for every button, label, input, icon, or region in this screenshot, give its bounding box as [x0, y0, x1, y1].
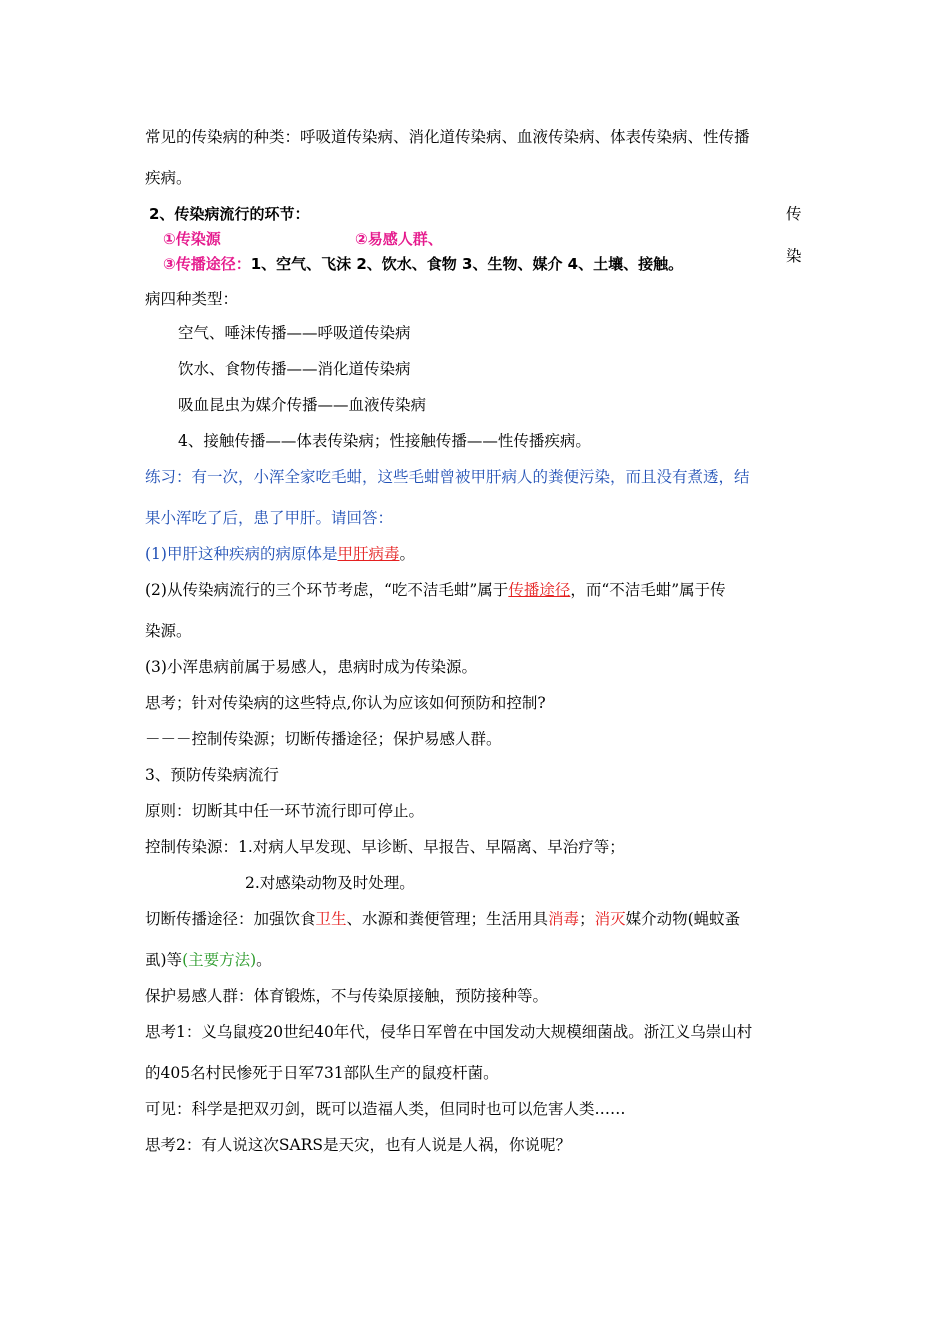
route-items: 1、空气、飞沫 2、饮水、食物 3、生物、媒介 4、土壤、接触。 — [250, 255, 684, 273]
cut-hygiene: 卫生 — [315, 910, 347, 928]
cut-prefix: 切断传播途径：加强饮食 — [145, 910, 316, 928]
question-3: (3)小浑患病前属于易感人，患病时成为传染源。 — [145, 658, 477, 676]
question-2-line-2: 染源。 — [145, 622, 192, 640]
q2-prefix: (2)从传染病流行的三个环节考虑，“吃不洁毛蚶”属于 — [145, 581, 509, 599]
think-question: 思考；针对传染病的这些特点,你认为应该如何预防和控制? — [145, 694, 546, 712]
cut-route-line-2 — [145, 949, 272, 971]
conclusion: 可见：科学是把双刃剑，既可以造福人类，但同时也可以危害人类…… — [145, 1100, 626, 1118]
link-source: ①传染源 — [163, 230, 221, 248]
section3-heading: 3、预防传染病流行 — [145, 766, 279, 784]
type-1: 空气、唾沫传播——呼吸道传染病 — [178, 324, 411, 342]
think1-line-1: 思考1：义乌鼠疫20世纪40年代，侵华日军曾在中国发动大规模细菌战。浙江义乌崇山村 — [145, 1023, 753, 1041]
types-heading: 病四种类型： — [145, 290, 239, 308]
link-route — [163, 253, 683, 275]
think-answer: －－－控制传染源；切断传播途径；保护易感人群。 — [145, 730, 502, 748]
cut-route-line-1 — [145, 908, 740, 930]
section2-heading: 2、传染病流行的环节： — [149, 205, 310, 223]
link-susceptible: ②易感人群、 — [355, 230, 443, 248]
question-1 — [145, 543, 415, 565]
q2-suffix: ，而“不洁毛蚶”属于传 — [570, 581, 726, 599]
protect-susceptible: 保护易感人群：体育锻炼，不与传染原接触，预防接种等。 — [145, 987, 549, 1005]
cut-method: (主要方法) — [182, 951, 257, 969]
cut-sep: ； — [579, 910, 595, 928]
q1-prefix: (1)甲肝这种疾病的病原体是 — [145, 545, 338, 563]
exercise-line-2: 果小浑吃了后，患了甲肝。请回答： — [145, 509, 394, 527]
type-4: 4、接触传播——体表传染病；性接触传播——性传播疾病。 — [178, 432, 591, 450]
q1-suffix: 。 — [399, 545, 415, 563]
q1-answer: 甲肝病毒 — [337, 545, 400, 563]
control-source-2: 2.对感染动物及时处理。 — [245, 874, 415, 892]
side-char-2: 染 — [786, 247, 802, 265]
cut-mid: 、水源和粪便管理；生活用具 — [346, 910, 549, 928]
cut-suffix: 媒介动物(蝇蚊蚤 — [625, 910, 741, 928]
question-2 — [145, 579, 726, 601]
type-2: 饮水、食物传播——消化道传染病 — [178, 360, 411, 378]
intro-line-2: 疾病。 — [145, 169, 192, 187]
think1-line-2: 的405名村民惨死于日军731部队生产的鼠疫杆菌。 — [145, 1064, 499, 1082]
type-3: 吸血昆虫为媒介传播——血液传染病 — [178, 396, 427, 414]
side-char-1: 传 — [786, 205, 802, 223]
cut-line2: 虱)等 — [145, 951, 183, 969]
intro-line-1: 常见的传染病的种类：呼吸道传染病、消化道传染病、血液传染病、体表传染病、性传播 — [145, 128, 750, 146]
cut-disinfect: 消毒 — [548, 910, 580, 928]
route-label: ③传播途径： — [163, 255, 251, 273]
exercise-line-1: 练习：有一次，小浑全家吃毛蚶，这些毛蚶曾被甲肝病人的粪便污染，而且没有煮透，结 — [145, 468, 750, 486]
control-source-1: 控制传染源：1.对病人早发现、早诊断、早报告、早隔离、早治疗等； — [145, 838, 625, 856]
q2-answer: 传播途径 — [508, 581, 571, 599]
principle: 原则：切断其中任一环节流行即可停止。 — [145, 802, 425, 820]
cut-eliminate: 消灭 — [594, 910, 626, 928]
think2: 思考2：有人说这次SARS是天灾，也有人说是人祸，你说呢？ — [145, 1136, 571, 1154]
cut-end: 。 — [256, 951, 272, 969]
